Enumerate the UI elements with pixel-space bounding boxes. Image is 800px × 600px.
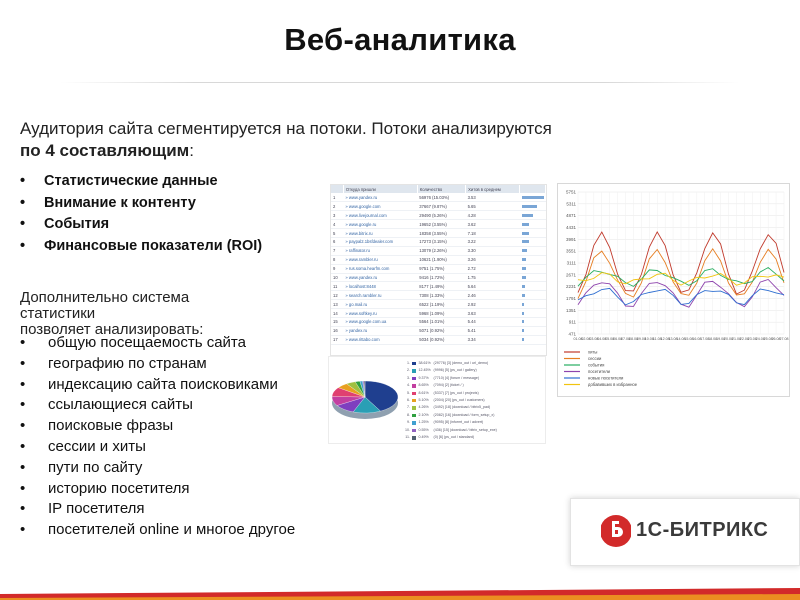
row-source[interactable]: » www.rambler.ru <box>343 255 417 264</box>
pie-legend-pct: 38.61% <box>418 361 431 365</box>
pie-legend-text: (436) [15] (download / bitrix_setup_exe) <box>433 427 497 432</box>
pie-legend-swatch <box>412 392 416 396</box>
row-bar <box>520 237 546 246</box>
capabilities-list <box>20 333 295 541</box>
pie-legend-pct: 2.10% <box>418 412 429 417</box>
row-avg: 3.26 <box>466 255 520 264</box>
table-row <box>331 335 546 344</box>
row-count: 9416 (1.72%) <box>417 273 465 282</box>
row-bar-fill <box>522 329 524 332</box>
row-avg: 3.63 <box>466 309 520 318</box>
row-count: 10621 (1.90%) <box>417 255 465 264</box>
row-avg: 4.28 <box>466 211 520 220</box>
row-bar-fill <box>522 232 529 235</box>
row-source[interactable]: » www.livejournal.com <box>343 211 417 220</box>
pie-legend-swatch <box>412 362 416 366</box>
pie-legend-text: (0) [6] (ps_out / standard) <box>433 435 475 440</box>
table-row <box>331 282 546 291</box>
row-num: 2 <box>331 202 343 211</box>
table-row <box>331 246 546 255</box>
x-tick-label: 18.08 <box>708 337 718 341</box>
row-bar <box>520 264 546 273</box>
row-source[interactable]: » localhost:8448 <box>343 282 417 291</box>
x-tick-label: 12.08 <box>660 337 670 341</box>
extra-line-2: статистики <box>20 305 96 322</box>
x-tick-label: 27.08 <box>779 337 789 341</box>
row-source[interactable]: » www.rittabo.com <box>343 335 417 344</box>
table-row <box>331 229 546 238</box>
intro-colon: : <box>189 141 194 160</box>
extra-text <box>20 290 280 338</box>
pie-legend-swatch <box>412 369 416 373</box>
x-tick-label: 17.08 <box>700 337 710 341</box>
table-row <box>331 326 546 335</box>
row-count: 17273 (3.15%) <box>417 237 465 246</box>
legend-label: добавивших в избранное <box>588 382 638 387</box>
pie-legend-text: (2082) [16] (download / form_setup_x) <box>433 412 495 417</box>
row-source[interactable]: » rus.soma.hearfm.com <box>343 264 417 273</box>
row-count: 37667 (9.87%) <box>417 202 465 211</box>
x-tick-label: 08.08 <box>628 337 638 341</box>
pie-legend-pct: 0.55% <box>418 427 429 432</box>
list-item: • пути по сайту <box>20 458 295 479</box>
list-item: • События <box>20 214 262 236</box>
x-tick-label: 03.08 <box>589 337 599 341</box>
x-tick-label: 09.08 <box>636 337 646 341</box>
x-tick-label: 20.08 <box>724 337 734 341</box>
pie-legend-row <box>403 434 543 441</box>
row-bar-fill <box>522 205 537 208</box>
pie-legend-swatch <box>412 384 416 388</box>
list-item: • индексацию сайта поисковиками <box>20 375 295 396</box>
x-tick-label: 11.08 <box>652 337 662 341</box>
row-num: 13 <box>331 300 343 309</box>
row-bar-fill <box>522 196 544 199</box>
row-avg: 1.75 <box>466 273 520 282</box>
row-bar <box>520 255 546 264</box>
list-item: • сессии и хиты <box>20 437 295 458</box>
row-bar <box>520 317 546 326</box>
row-num: 11 <box>331 282 343 291</box>
pie-legend-row <box>403 375 543 382</box>
row-count: 9751 (1.75%) <box>417 264 465 273</box>
pie-legend-text: (5337) [7] (ps_out / projects) <box>433 390 479 395</box>
row-source[interactable]: » raffinator.ru <box>343 246 417 255</box>
row-count: 18358 (3.55%) <box>417 229 465 238</box>
pie-legend-num: 11. <box>405 435 410 440</box>
x-tick-label: 07.08 <box>621 337 631 341</box>
referrers-table-screenshot <box>330 184 547 356</box>
pie-legend-pct: 4.26% <box>418 405 429 410</box>
table-row <box>331 264 546 273</box>
row-avg: 5.41 <box>466 326 520 335</box>
extra-line-1: Дополнительно система <box>20 289 190 306</box>
pie-legend-pct: 5.10% <box>418 398 429 403</box>
table-header-row <box>331 185 546 193</box>
pie-legend-pct: 12.45% <box>418 368 431 373</box>
x-tick-label: 05.08 <box>605 337 615 341</box>
legend-label: сессии <box>588 356 602 361</box>
row-count: 8177 (1.49%) <box>417 282 465 291</box>
pie-legend-num: 3. <box>407 375 410 380</box>
pie-legend-row <box>403 404 543 411</box>
pie-legend-row <box>403 390 543 397</box>
legend-label: посетители <box>588 369 610 374</box>
y-tick-label: 5311 <box>566 201 576 207</box>
list-item: • историю посетителя <box>20 479 295 500</box>
pie-legend-swatch <box>412 436 416 440</box>
pie-legend-pct: 8.65% <box>418 383 429 388</box>
row-count: 6522 (1.19%) <box>417 300 465 309</box>
list-item: • поисковые фразы <box>20 416 295 437</box>
pie-legend-num: 8. <box>407 412 410 417</box>
row-bar <box>520 202 546 211</box>
row-bar <box>520 291 546 300</box>
pie-legend-num: 10. <box>405 427 410 432</box>
row-source[interactable]: » www.bitrix.ru <box>343 229 417 238</box>
row-source[interactable]: » yandex.ru <box>343 326 417 335</box>
x-tick-label: 04.08 <box>597 337 607 341</box>
list-item: • IP посетителя <box>20 499 295 520</box>
list-item: • Внимание к контенту <box>20 193 262 215</box>
legend-label: события <box>588 362 605 368</box>
pie-legend-text: (3492) [18] (download / bitrix5_pad) <box>433 405 491 410</box>
intro-line-2 <box>20 140 660 162</box>
components-list <box>20 171 262 257</box>
y-tick-label: 3111 <box>566 260 576 266</box>
row-bar-fill <box>522 223 529 226</box>
row-avg: 3.34 <box>466 335 520 344</box>
x-tick-label: 01.08 <box>573 337 583 341</box>
y-tick-label: 4431 <box>565 225 576 230</box>
list-item: • Статистические данные <box>20 171 262 193</box>
pie-legend-row <box>403 419 543 426</box>
pie-legend-num: 5. <box>407 390 410 395</box>
pie-legend-row <box>403 397 543 404</box>
row-avg: 3.62 <box>466 220 520 229</box>
row-source[interactable]: » www.google.com <box>343 202 417 211</box>
row-num: 9 <box>331 264 343 273</box>
row-num: 1 <box>331 193 343 202</box>
bitrix-logo-icon <box>601 512 631 550</box>
pie-chart-svg <box>329 357 401 443</box>
row-bar-fill <box>522 312 524 315</box>
x-tick-label: 10.08 <box>644 337 654 341</box>
table-row <box>331 193 546 202</box>
list-item: • посетителей online и многое другое <box>20 520 295 541</box>
row-bar-fill <box>522 258 526 261</box>
pie-legend-pct: 8.61% <box>418 390 429 395</box>
table-row <box>331 202 546 211</box>
row-bar-fill <box>522 267 526 270</box>
x-tick-label: 22.08 <box>739 337 749 341</box>
x-tick-label: 23.08 <box>747 337 757 341</box>
logo-text: 1С-БИТРИКС <box>636 519 769 541</box>
pie-legend-pct: 1.25% <box>418 420 429 425</box>
traffic-line-chart <box>557 183 790 397</box>
row-source[interactable]: » www.yandex.ru <box>343 273 417 282</box>
pie-legend-row <box>403 367 543 374</box>
pie-legend <box>403 360 543 441</box>
row-avg: 2.92 <box>466 300 520 309</box>
intro-text <box>20 118 660 162</box>
y-tick-label: 911 <box>568 319 576 325</box>
pie-legend-num: 1. <box>407 361 410 365</box>
pie-legend-row <box>403 382 543 389</box>
x-tick-label: 16.08 <box>692 337 702 341</box>
x-tick-label: 24.08 <box>755 337 765 341</box>
x-tick-label: 25.08 <box>763 337 773 341</box>
y-tick-label: 3551 <box>565 248 576 254</box>
row-bar <box>520 282 546 291</box>
row-bar <box>520 273 546 282</box>
row-count: 5564 (1.01%) <box>417 317 465 326</box>
col-num <box>331 185 343 193</box>
y-tick-label: 5751 <box>565 189 576 195</box>
y-tick-label: 3991 <box>565 236 576 242</box>
legend-label: новые посетители <box>588 375 624 381</box>
row-count: 5968 (1.09%) <box>417 309 465 318</box>
pie-legend-text: (9095) [8] (informt_out / advert) <box>433 420 484 425</box>
pie-legend-swatch <box>412 414 416 418</box>
row-bar-fill <box>522 276 526 279</box>
pie-legend-num: 9. <box>407 420 410 425</box>
y-tick-label: 2231 <box>565 284 576 290</box>
intro-line-1: Аудитория сайта сегментируется на потоки. Потоки анализируются <box>20 119 552 138</box>
x-tick-label: 15.08 <box>684 337 694 341</box>
extra-line-3: позволяет анализировать: <box>20 321 204 338</box>
row-source[interactable]: » www.google.com.ua <box>343 317 417 326</box>
list-item: • географию по странам <box>20 354 295 375</box>
row-bar-fill <box>522 338 524 341</box>
events-pie-panel <box>328 356 546 444</box>
row-count: 56976 (15.03%) <box>417 193 465 202</box>
row-avg: 3.22 <box>466 237 520 246</box>
y-tick-label: 1351 <box>565 307 576 313</box>
x-tick-label: 06.08 <box>613 337 623 341</box>
pie-legend-pct: 0.49% <box>418 435 429 440</box>
pie-legend-row <box>403 360 543 367</box>
pie-legend-swatch <box>412 421 416 425</box>
row-bar <box>520 229 546 238</box>
bottom-accent-bar <box>0 578 800 600</box>
row-num: 5 <box>331 229 343 238</box>
table-row <box>331 273 546 282</box>
row-num: 3 <box>331 211 343 220</box>
row-bar-fill <box>522 320 524 323</box>
pie-legend-text: (29776) [3] (demo_out / url_demo) <box>433 361 489 365</box>
row-num: 14 <box>331 309 343 318</box>
row-bar <box>520 193 546 202</box>
page-title: Веб-аналитика <box>284 22 516 57</box>
table-row <box>331 300 546 309</box>
col-bar <box>520 185 546 193</box>
row-bar <box>520 326 546 335</box>
y-tick-label: 4871 <box>565 213 576 219</box>
line-chart-svg <box>558 184 789 396</box>
row-bar-fill <box>522 240 529 243</box>
pie-legend-row <box>403 427 543 434</box>
x-tick-label: 19.08 <box>716 337 726 341</box>
y-tick-label: 1791 <box>565 296 576 301</box>
row-avg: 3.53 <box>466 193 520 202</box>
row-source[interactable]: » www.softkey.ru <box>343 309 417 318</box>
row-bar-fill <box>522 285 525 288</box>
list-item: • Финансовые показатели (ROI) <box>20 236 262 258</box>
row-num: 15 <box>331 317 343 326</box>
y-tick-label: 2671 <box>565 272 576 278</box>
pie-legend-pct: 9.37% <box>418 375 429 380</box>
pie-legend-row <box>403 412 543 419</box>
row-source[interactable]: » go.mail.ru <box>343 300 417 309</box>
intro-bold: по 4 составляющим <box>20 141 190 160</box>
col-source: Откуда пришли <box>343 185 417 193</box>
row-source[interactable]: » www.yandex.ru <box>343 193 417 202</box>
row-bar-fill <box>522 249 527 252</box>
pie-legend-swatch <box>412 377 416 381</box>
col-count: Количество <box>417 185 465 193</box>
row-num: 16 <box>331 326 343 335</box>
row-num: 7 <box>331 246 343 255</box>
row-count: 5071 (0.92%) <box>417 326 465 335</box>
logo-panel <box>570 498 800 566</box>
row-bar <box>520 300 546 309</box>
x-tick-label: 21.08 <box>731 337 741 341</box>
row-avg: 7.18 <box>466 229 520 238</box>
table-row <box>331 255 546 264</box>
row-source[interactable]: » paypal2.1bsfdealer.com <box>343 237 417 246</box>
col-avg: Хитов в среднем <box>466 185 520 193</box>
row-avg: 3.30 <box>466 246 520 255</box>
y-tick-label: 471 <box>568 331 576 337</box>
row-avg: 5.64 <box>466 282 520 291</box>
row-bar <box>520 220 546 229</box>
pie-legend-swatch <box>412 399 416 403</box>
table-row <box>331 309 546 318</box>
row-count: 7308 (1.33%) <box>417 291 465 300</box>
row-num: 4 <box>331 220 343 229</box>
table-row <box>331 237 546 246</box>
row-bar-fill <box>522 294 525 297</box>
row-count: 19652 (3.55%) <box>417 220 465 229</box>
table-row <box>331 220 546 229</box>
row-num: 12 <box>331 291 343 300</box>
row-avg: 5.44 <box>466 317 520 326</box>
pie-legend-num: 2. <box>407 368 410 373</box>
pie-legend-num: 6. <box>407 398 410 403</box>
table-row <box>331 211 546 220</box>
row-count: 5034 (0.92%) <box>417 335 465 344</box>
list-item: • общую посещаемость сайта <box>20 333 295 354</box>
row-bar <box>520 211 546 220</box>
row-num: 8 <box>331 255 343 264</box>
row-avg: 2.72 <box>466 264 520 273</box>
row-count: 13079 (2.26%) <box>417 246 465 255</box>
table-row <box>331 291 546 300</box>
title-divider <box>60 82 740 83</box>
pie-legend-text: (9996) [5] (ps_out / gallery) <box>433 368 477 373</box>
row-bar <box>520 246 546 255</box>
x-tick-label: 26.08 <box>771 337 781 341</box>
pie-legend-text: (2004) [20] (ps_out / customers) <box>433 398 485 403</box>
pie-legend-num: 7. <box>407 405 410 410</box>
pie-legend-swatch <box>412 429 416 433</box>
row-bar <box>520 335 546 344</box>
pie-legend-swatch <box>412 406 416 410</box>
table-row <box>331 317 546 326</box>
row-bar-fill <box>522 303 524 306</box>
pie-legend-num: 4. <box>407 383 410 388</box>
row-source[interactable]: » www.google.ru <box>343 220 417 229</box>
row-num: 6 <box>331 237 343 246</box>
x-tick-label: 14.08 <box>676 337 686 341</box>
legend-label: хиты <box>588 349 598 355</box>
row-avg: 2.46 <box>466 291 520 300</box>
row-bar <box>520 309 546 318</box>
row-avg: 5.65 <box>466 202 520 211</box>
row-source[interactable]: » search.rambler.ru <box>343 291 417 300</box>
x-tick-label: 13.08 <box>668 337 678 341</box>
row-num: 17 <box>331 335 343 344</box>
pie-legend-text: (7094) [2] (ticket / ) <box>433 383 464 388</box>
row-count: 29490 (5.26%) <box>417 211 465 220</box>
x-tick-label: 02.08 <box>581 337 591 341</box>
row-num: 10 <box>331 273 343 282</box>
row-bar-fill <box>522 214 533 217</box>
list-item: • ссылающиеся сайты <box>20 395 295 416</box>
pie-legend-text: (7710) [4] (forum / message) <box>433 375 480 380</box>
